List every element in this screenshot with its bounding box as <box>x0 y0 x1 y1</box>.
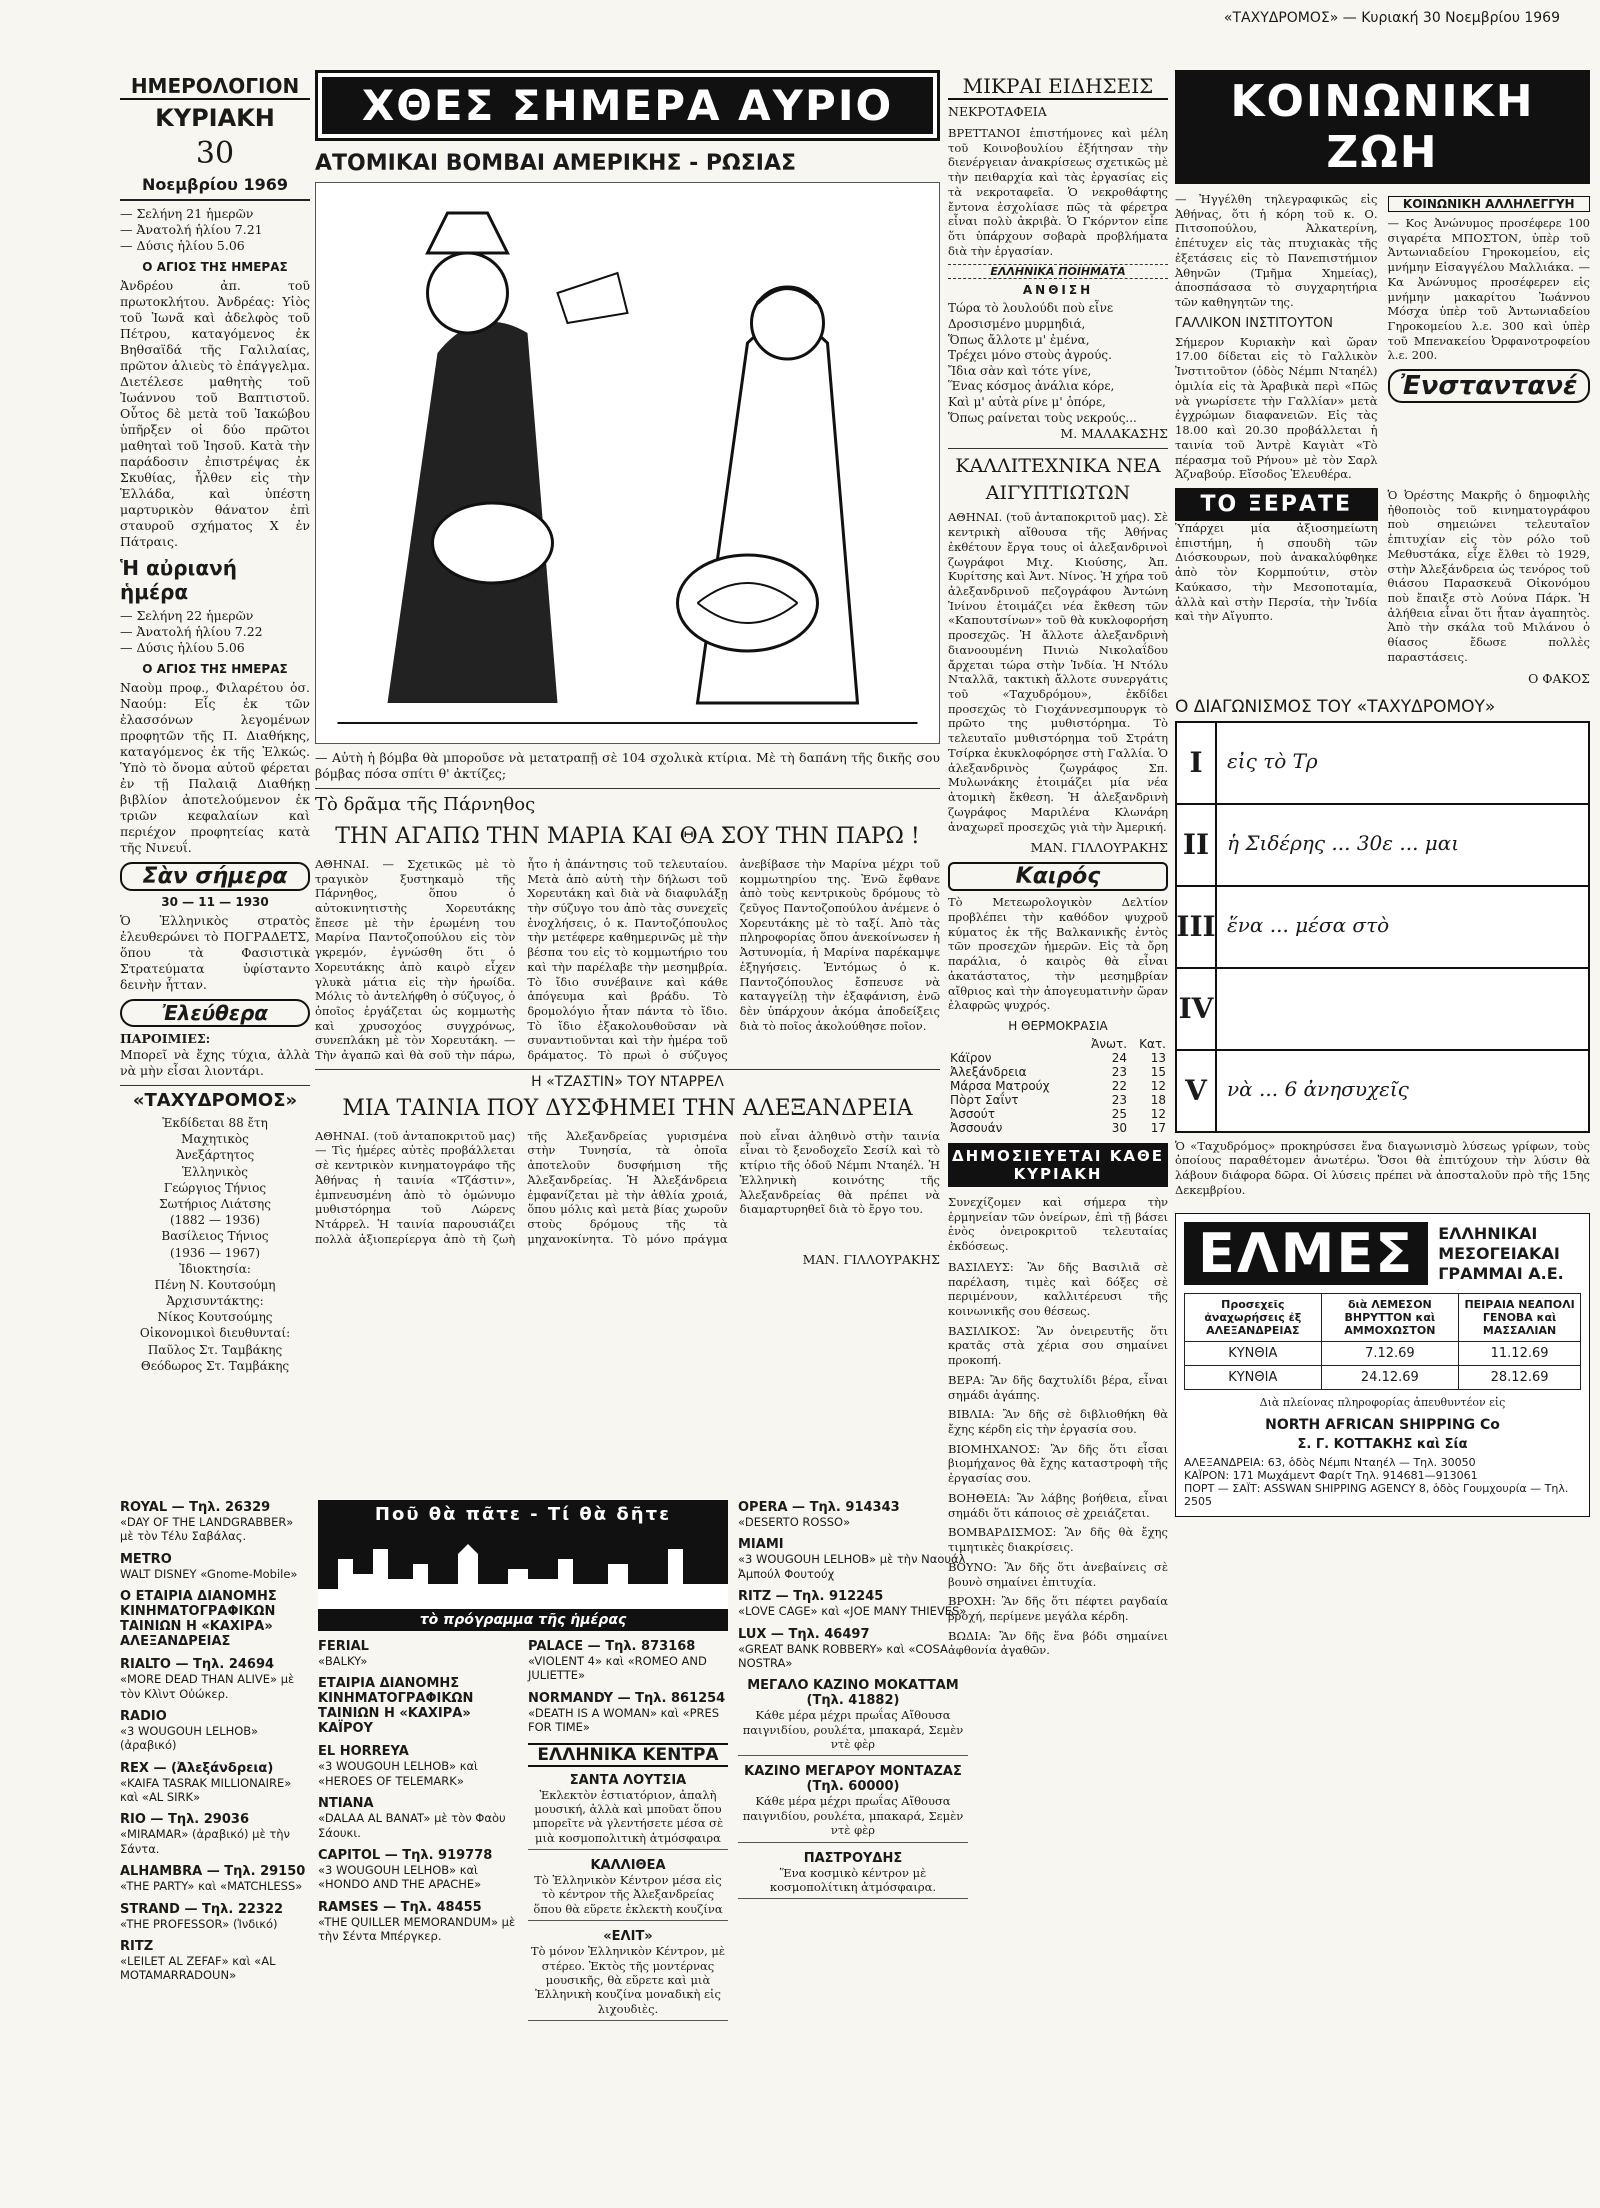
today-line: — Δύσις ἡλίου 5.06 <box>120 238 245 253</box>
contest-cell <box>1217 805 1588 885</box>
casinos <box>738 1678 968 1899</box>
paper-info-line: Ἀνεξάρτητος <box>175 1148 255 1163</box>
dream-entry: ΒΕΡΑ: Ἂν δῆς δαχτυλίδι βέρα, εἶναι σημάδι ἀγάπης. <box>948 1372 1168 1402</box>
temps-cell: 24 <box>1111 1050 1128 1065</box>
cinema-name: CAPITOL — Τηλ. 919778 <box>318 1847 493 1863</box>
xerate-row <box>1175 488 1590 693</box>
schedule-cell: ΚΥΝΘΙΑ <box>1185 1366 1322 1390</box>
cinema-name: ΕΤΑΙΡΙΑ ΔΙΑΝΟΜΗΣ ΚΙΝΗΜΑΤΟΓΡΑΦΙΚΩΝ ΤΑΙΝΙΩΝ Η «ΚΑΧΙΡΑ» ΚΑΪΡΟΥ <box>318 1676 474 1737</box>
schedule-cell: 7.12.69 <box>1321 1342 1459 1366</box>
schedule-header-cell: Προσεχεῖς ἀναχωρήσεις ἐξ ΑΛΕΞΑΝΔΡΕΙΑΣ <box>1185 1294 1322 1342</box>
temps-cell: 25 <box>1111 1106 1128 1121</box>
main-column <box>315 70 940 1490</box>
proverb: Μπορεῖ νὰ ἔχης τύχια, ἀλλὰ νὰ μὴν εἶσαι λιοντάρι. <box>120 1047 310 1078</box>
art-text: ΑΘΗΝΑΙ. (τοῦ ἀνταποκριτοῦ μας). Σὲ κεντρικὴ αἴθουσα τῆς Ἀθήνας ἐκθέτουν ἔργα τους οἱ ἀλεξανδρινοὶ ζωγράφοι Μιχ. Κιούσης, Ἀπ. Κυρίτσης καὶ Ἀντ. Νίνος. Ἡ χήρα τοῦ ἀλεξανδρινοῦ πεζογράφου Ἀντώνη Ἰνίνου ἑτοιμάζει νέα ἔκθεση τῶν «Καπουτσίνων» τοῦ θὰ κυκλοφορήση προσεχῶς. Ἡ ἄλλοτε ἀλεξανδρινὴ διανοουμένη Πινιὼ Νικολαΐδου ἄρχεται τώρα στὴν Ἰνδία. Ἡ Ντόλυ Νταλλᾶ, τακτικὴ ἄλλοτε συνεργάτις τοῦ «Ταχυδρόμου», ἐκδίδει προσεχῶς τὸ Γιοχάννεσμπουργκ τὸ πρῶτο της μυθιστόρημα. Τὸ τελευταῖο μυθιστόρημα τοῦ Στράτη Τσίρκα ἐκυκλοφόρησε στὴ Γαλλία. Ὁ ἀλεξανδρινὸς ζωγράφος Σπ. Μυλωνάκης ἑτοιμάζει μία νέα ἀτομικὴ ἔκθεση. Ἡ ἀλεξανδρινὴ ζωγράφος Μαριλένα Κλωνάρη ἀναχωρεῖ προσεχῶς γιὰ τὴν Ἀμερική. <box>948 510 1168 834</box>
cinema-shows: «VIOLENT 4» καὶ «ROMEO AND JULIETTE» <box>528 1654 707 1683</box>
venue-entry <box>528 1858 728 1921</box>
paper-info-line: Γεώργιος Τήνιος <box>163 1180 267 1195</box>
elmes-ad <box>1175 1213 1590 1516</box>
weather-text: Τὸ Μετεωρολογικὸν Δελτίον προβλέπει τὴν καθόδον ψυχροῦ κύματος ἐκ τῆς Βαλκανικῆς ἐντὸς τῶν προσεχῶν ἡμερῶν. Εἰς τὰ ὄρη παράλια, ὁ καιρὸς θὰ εἶναι ἀκατάστατος, τὴν μεσημβρίαν αἴθριος καὶ τὴν ἀπογευματινὴν ὥραν ἐλαφρῶς ψυχρός. <box>948 895 1168 1013</box>
briefs-title: ΜΙΚΡΑΙ ΕΙΔΗΣΕΙΣ <box>948 74 1168 100</box>
dream-entry: ΒΑΣΙΛΕΥΣ: Ἂν δῆς Βασιλιᾶ σὲ παρέλαση, τιμὲς καὶ δόξες σὲ περιμένουν, καλλιτέρευσι τῆς κοινωνικῆς σου θέσεως. <box>948 1259 1168 1318</box>
agent-name-2: Σ. Γ. ΚΟΤΤΑΚΗΣ καὶ Σία <box>1297 1436 1468 1452</box>
temps-cell: 17 <box>1150 1120 1166 1135</box>
greek-centres <box>528 1773 728 2022</box>
venue-text: Τὸ Ἑλληνικὸν Κέντρον μέσα εἰς τὸ κέντρον τῆς Ἀλεξανδρείας ὅπου θὰ εὕρετε ἐκλεκτὴ κουζίνα <box>533 1873 723 1916</box>
paper-info-line: (1936 — 1967) <box>169 1245 261 1260</box>
divider <box>948 448 1168 449</box>
dream-entry: ΒΟΥΝΟ: Ἂν δῆς ὅτι ἀνεβαίνεις σὲ βουνὸ σημαίνει ἐπιτυχία. <box>948 1559 1168 1589</box>
dream-entry: ΒΟΜΒΑΡΔΙΣΜΟΣ: Ἂν δῆς θὰ ἔχης τιμητικὲς διακρίσεις. <box>948 1525 1168 1555</box>
contest-row <box>1177 723 1588 805</box>
temps-cell: Ἀσσουάν <box>950 1120 1003 1135</box>
temps-header-cell: Κατ. <box>1139 1036 1166 1051</box>
poet: Μ. ΜΑΛΑΚΑΣΗΣ <box>1060 426 1168 442</box>
paper-info-line: Πένη Ν. Κουτσούμη <box>154 1277 276 1292</box>
paper-info-line: Οἰκονομικοὶ διευθυνταί: <box>139 1326 291 1341</box>
temps-cell: 30 <box>1111 1120 1128 1135</box>
temps-row <box>948 1107 1168 1121</box>
temps-cell: Ἀλεξάνδρεια <box>950 1064 1027 1079</box>
cinema-name: FERIAL <box>318 1639 369 1654</box>
temps-cell: 15 <box>1150 1064 1166 1079</box>
contest-cell <box>1217 723 1588 803</box>
cinema-name: RITZ <box>120 1938 154 1954</box>
paper-info-line: Ἑλληνικὸς <box>182 1164 248 1179</box>
society-banner: ΚΟΙΝΩΝΙΚΗ ΖΩΗ <box>1175 70 1590 184</box>
contest-text: ἡ Σιδέρης ... 30ε ... μαι <box>1227 830 1460 855</box>
calendar-date-month: Νοεμβρίου 1969 <box>141 175 289 194</box>
cinema-name: RADIO <box>120 1708 167 1724</box>
cinema-entry <box>318 1744 518 1788</box>
venue-text: Τὸ μόνον Ἑλληνικὸν Κέντρον, μὲ στέρεο. Ἐκτὸς τῆς μοντέρνας μουσικῆς, θὰ εὕρετε καὶ μιὰ Ἑλληνικὴ κουζίνα μοναδικὴ εἰς λιχουδιὲς. <box>530 1944 726 2016</box>
schedule-note: Διὰ πλείονας πληροφορίας ἀπευθυντέον εἰς <box>1259 1396 1506 1410</box>
entafios-block <box>1388 488 1591 693</box>
like-today-title: Σὰν σήμερα <box>120 862 310 891</box>
weather-title: Καιρός <box>948 862 1168 891</box>
contest-cell <box>1217 887 1588 967</box>
xerate-title: ΤΟ ΞΕΡΑΤΕ <box>1175 488 1378 521</box>
calendar-day: ΚΥΡΙΑΚΗ <box>155 104 275 132</box>
story-kicker: Τὸ δρᾶμα τῆς Πάρνηθος <box>315 794 536 815</box>
cinema-shows: «KAIFA TASRAK MILLIONAIRE» καὶ «AL SIRK» <box>120 1775 292 1804</box>
cinema-name: RAMSES — Τηλ. 48455 <box>318 1899 482 1915</box>
contest-roman: II <box>1177 805 1217 885</box>
cinema-shows: «THE PROFESSOR» (Ἰνδικό) <box>120 1916 278 1931</box>
temps-row <box>948 1093 1168 1107</box>
cinema-shows: «MIRAMAR» (ἀραβικό) μὲ τὴν Σάντα. <box>120 1827 290 1856</box>
cinema-entry <box>120 1864 310 1893</box>
paper-info-line: Βασίλειος Τήνιος <box>161 1229 269 1244</box>
contest-roman: IV <box>1177 969 1217 1049</box>
cinema-name: LUX — Τηλ. 46497 <box>738 1626 870 1642</box>
paper-info-line: Θεόδωρος Στ. Ταμβάκης <box>140 1358 290 1373</box>
cinemas-alexandria <box>120 1500 310 1991</box>
poem-line: Δροσισμένο μυρμηδιά, <box>948 317 1086 332</box>
venue-name: «ΕΛΙΤ» <box>603 1929 653 1945</box>
cinema-entry <box>120 1761 310 1805</box>
xerate-text: Ὑπάρχει μία ἀξιοσημείωτη ἐπιστήμη, ἡ σπουδὴ τῶν Διόσκουρων, ποὺ ἀνακαλύφθηκε ἀπὸ τὸν Κορμπούτιν, στὸν Καύκασο, τὴν Μεσοποταμία, ἀλλὰ καὶ στὴν Περσία, τὴν Ἰνδία καὶ τὴν Αἴγυπτο. <box>1175 520 1378 624</box>
contest-row <box>1177 887 1588 969</box>
art-byline: ΜΑΝ. ΓΙΛΛΟΥΡΑΚΗΣ <box>1030 840 1168 856</box>
venue-text: Κάθε μέρα μέχρι πρωΐας Αἴθουσα παιγνιδίου, ρουλέτα, μπακαρά, Σεμὲν ντὲ φὲρ <box>742 1708 964 1751</box>
published-text: Συνεχίζομεν καὶ σήμερα τὴν ἑρμηνείαν τῶν ὀνείρων, ἐπὶ τῇ βάσει ἑνὸς ὀνειροκριτοῦ τελευταίας ἐκδόσεως. <box>948 1194 1168 1254</box>
dream-entry: ΒΙΒΛΙΑ: Ἂν δῆς σὲ διβλιοθήκη θὰ ἔχης κέρδη εἰς τὴν ἐργασία σου. <box>948 1407 1168 1437</box>
cinema-shows: «THE PARTY» καὶ «MATCHLESS» <box>120 1879 303 1894</box>
contest-text: ἕνα ... μέσα στὸ <box>1227 912 1390 937</box>
poetry-label: ΕΛΛΗΝΙΚΑ ΠΟΙΗΜΑΤΑ <box>948 264 1168 279</box>
contest-text: νὰ ... 6 ἀνησυχεῖς <box>1227 1076 1409 1101</box>
cartoon-image <box>315 182 940 744</box>
listings-section <box>120 1500 1170 2200</box>
poem-line: Καὶ μ' αὐτὰ ρίνε μ' ὁπόρε, <box>948 395 1106 410</box>
elmes-logo: ΕΛΜΕΣ <box>1184 1222 1428 1285</box>
calendar-date-number: 30 <box>195 136 235 171</box>
temps-cell: Ἀσσούτ <box>950 1106 995 1121</box>
schedule-header-cell: ΠΕΙΡΑΙΑ ΝΕΑΠΟΛΙ ΓΕΝΟΒΑ καὶ ΜΑΣΣΑΛΙΑΝ <box>1459 1294 1581 1342</box>
calendar-title: ΗΜΕΡΟΛΟΓΙΟΝ <box>120 74 310 100</box>
elmes-lines <box>1438 1224 1564 1284</box>
contest-row <box>1177 805 1588 887</box>
venue-text: Κάθε μέρα μέχρι πρωΐας Αἴθουσα παιγνιδίου, ρουλέτα, μπακαρά, Σεμὲν ντὲ φὲρ <box>742 1794 964 1838</box>
cinemas-cairo-2 <box>528 1639 728 1735</box>
schedule-row <box>1185 1342 1581 1366</box>
saint-text: Ἀνδρέου ἀπ. τοῦ πρωτοκλήτου. Ἀνδρέας: Υἱὸς τοῦ Ἰωνᾶ καὶ ἀδελφὸς τοῦ Πέτρου, καταγόμενος ἐκ Βηθσαϊδά τῆς Γαλιλαίας, πρῶτον ἁλιεὺς τὸ ἐπάγγελμα. Διετέλεσε μαθητὴς τοῦ Ἰωάννου τοῦ Βαπτιστοῦ. Οὗτος δὲ μετὰ τοῦ Ἰακώβου ὑπῆρξεν οἱ δύο πρῶτοι μαθηταὶ τοῦ Ἰησοῦ. Κατὰ τὴν παράδοσιν ἐπιστρέψας ἐκ Σκυθίας, ἦλθεν εἰς τὴν Ἑλλάδα, καὶ ὑπέστη μαρτυρικὸν θάνατον ἐπὶ σταυροῦ σχήματος Χ ἐν Πάτραις. <box>120 278 310 549</box>
venue-text: Ἐκλεκτὸν ἑστιατόριον, ἀπαλὴ μουσική, ἀλλὰ καὶ μποῦατ ὅπου μπορεῖτε νὰ γλεντήσετε μέσα σὲ μιὰ κοσμοπολιτικὴ ἀτμόσφαιρα <box>532 1787 724 1845</box>
venue-entry <box>738 1678 968 1756</box>
poem-line: Τώρα τὸ λουλούδι ποὺ εἶνε <box>948 301 1114 316</box>
tomorrow-line: — Σελήνη 22 ἡμερῶν <box>120 608 254 623</box>
temps-cell: 23 <box>1111 1092 1128 1107</box>
cinemas-cairo-3 <box>738 1500 968 1670</box>
cinemas-cairo <box>318 1639 518 2029</box>
today-line: — Σελήνη 21 ἡμερῶν <box>120 206 254 221</box>
cinema-entry <box>120 1939 310 1983</box>
temps-row <box>948 1065 1168 1079</box>
contest-cell <box>1217 969 1588 1049</box>
temps-header-row <box>948 1037 1168 1051</box>
solidarity-title: ΚΟΙΝΩΝΙΚΗ ΑΛΛΗΛΕΓΓΥΗ <box>1388 196 1591 212</box>
divider <box>315 788 940 789</box>
cartoon-caption: — Αὐτὴ ἡ βόμβα θὰ μποροῦσε νὰ μετατραπῇ σὲ 104 σχολικὰ κτίρια. Μὲ τὴ δαπάνη τῆς δικῆς σου βόμβας πόσα σπίτι θ' ἀκτίζες; <box>315 750 940 781</box>
cinema-shows: «3 WOUGOUH LELHOB» καὶ «HONDO AND THE APACHE» <box>318 1862 482 1892</box>
temps-cell: 12 <box>1150 1078 1166 1093</box>
schedule-table <box>1184 1293 1581 1390</box>
section-banner-box <box>315 70 940 141</box>
paper-info-line: Σωτήριος Λιάτσης <box>159 1196 271 1211</box>
film-text: ΑΘΗΝΑΙ. (τοῦ ἀνταποκριτοῦ μας) — Τὶς ἡμέρες αὐτὲς προβάλλεται σὲ κεντρικὸν κινηματογράφο τῆς Ἀθήνας ἡ ταινία «Τζάστιν», ἐμπνευσμένη ἀπὸ τὸ ὁμώνυμο μυθιστόρημα τοῦ Λώρενς Ντάρρελ. Ἡ ταινία παρουσιάζει πολλὰ ἀξιοπερίεργα ἀπὸ τὴ ζωὴ τῆς Ἀλεξανδρείας γυρισμένα στὴν Τυνησία, τὰ ὁποῖα ἀποτελοῦν δυσφήμιση τῆς Ἀλεξανδρείας. Ἡ Ἀλεξάνδρεια ἐμφανίζεται μὲ τὴν ἀθλία χροιά, ὅπου μόλις καὶ μετὰ βίας χωροῦν στοὺς δρόμους τῆς τὰ μηχανοκίνητα. Τὸ μόνο πράγμα ποὺ εἶναι ἀληθινὸ στὴν ταινία εἶναι τὸ ξενοδοχεῖο Σεσίλ καὶ τὸ κτίριο τῆς ὁδοῦ Νέμπι Νταηέλ. Ἡ Ἑλληνικὴ κοινότης τῆς Ἀλεξανδρείας θὰ πρέπει νὰ διαμαρτυρηθεῖ διὰ τὸ ἔργο του. <box>315 1128 940 1246</box>
divider <box>120 1085 310 1086</box>
cinema-entry <box>738 1589 968 1618</box>
mid-right <box>528 1639 728 2029</box>
cinema-name: ΝΤΙΑΝΑ <box>318 1796 374 1812</box>
agent-address: ΠΟΡΤ — ΣΑΪΤ: ASSWAN SHIPPING AGENCY 8, ὁδὸς Γουμχουρία — Τηλ. 2505 <box>1184 1481 1569 1508</box>
cinema-entry <box>318 1639 518 1668</box>
agent-address: ΚΑΪΡΟΝ: 171 Μωχάμεντ Φαρίτ Τηλ. 914681—913061 <box>1184 1468 1478 1482</box>
society-column <box>1175 70 1590 2190</box>
cinema-entry <box>738 1627 968 1671</box>
venue-name: ΚΑΖΙΝΟ ΜΕΓΑΡΟΥ ΜΟΝΤΑΖΑΣ (Τηλ. 60000) <box>744 1764 962 1795</box>
venue-entry <box>738 1851 968 1900</box>
paper-info-line: Νίκος Κουτσούμης <box>157 1310 273 1325</box>
elmes-line: ΜΕΣΟΓΕΙΑΚΑΙ <box>1438 1243 1560 1263</box>
cinema-shows: «DEATH IS A WOMAN» καὶ «PRES FOR TIME» <box>528 1705 720 1735</box>
paper-info-line: Ἐκδίδεται 88 ἔτη <box>162 1116 268 1130</box>
cinema-shows: «3 WOUGOUH LELHOB» (ἀραβικό) <box>120 1723 259 1753</box>
schedule-header-row <box>1185 1294 1581 1342</box>
poem-line: Ὅπως ἄλλοτε μ' ἐμένα, <box>948 332 1090 347</box>
saint-title: Ο ΑΓΙΟΣ ΤΗΣ ΗΜΕΡΑΣ <box>142 260 288 274</box>
film-headline: ΜΙΑ ΤΑΙΝΙΑ ΠΟΥ ΔΥΣΦΗΜΕΙ ΤΗΝ ΑΛΕΞΑΝΔΡΕΙΑ <box>342 1095 913 1121</box>
like-today-text: Ὁ Ἑλληνικὸς στρατὸς ἐλευθερώνει τὸ ΠΟΓΡΑΔΕΤΣ, ὅπου τὰ Φασιστικὰ Στρατεύματα ὑφίσταντο δεινὴν ἧτταν. <box>120 913 310 992</box>
entafios-title: Ἐνσταντανέ <box>1388 369 1591 403</box>
film-kicker: Η «ΤΖΑΣΤΙΝ» ΤΟΥ ΝΤΑΡΡΕΛ <box>531 1073 724 1090</box>
temps-header-cell <box>948 1037 1079 1051</box>
society-left <box>1175 192 1378 488</box>
agent-address: ΑΛΕΞΑΝΔΡΕΙΑ: 63, ὁδὸς Νέμπι Νταηέλ — Τηλ. 30050 <box>1184 1455 1476 1469</box>
tomorrow-title: Ἡ αὐριανή ἡμέρα <box>120 556 237 604</box>
elmes-line: ΕΛΛΗΝΙΚΑΙ <box>1438 1223 1538 1243</box>
solidarity-text: — Κος Ἀνώνυμος προσέφερε 100 σιγαρέτα ΜΠΟΣΤΟΝ, ὑπὲρ τοῦ Ἀντωνιαδείου Γηροκομείου, εἰς μνήμην Εἰσαγγέλου Μαλλιάκα. — Κα Ἀνώνυμος προσέφερεν εἰς μνήμην μακαρίτου Ἰωάννου Μόσχα ὑπὲρ τοῦ Ἀντωνιαδείου Γηροκομείου λ.ε. 300 καὶ ὑπὲρ τοῦ Μπενακείου Ὀρφανοτροφείου λ.ε. 200. <box>1387 216 1590 363</box>
elmes-header <box>1184 1222 1581 1285</box>
cinema-name: METRO <box>120 1551 172 1567</box>
cinema-shows: «LOVE CAGE» καὶ «JOE MANY THIEVES» <box>738 1604 967 1619</box>
right-listings <box>738 1500 968 1907</box>
cinema-name: RIO — Τηλ. 29036 <box>120 1812 249 1828</box>
briefs-text: ΒΡΕΤΤΑΝΟΙ ἐπιστήμονες καὶ μέλη τοῦ Κοινοβουλίου ἐξήτησαν τὴν διενέργειαν ἀνακρίσεως σχετικῶς μὲ τὴν πειθαρχία καὶ τὰς ἐργασίας εἰς τὰ νεκροταφεῖα. Ὁ νεκροθάφτης ἔντονα ἐσχολίασε πῶς τὰ φέρετρα εἶναι πολὺ ἀκριβὰ. Ὁ Γκόρντον εἶπε ὅτι ὑπάρχουν σοβαρὰ προβλήματα διὰ τὴν ἐργασίαν. <box>948 126 1168 258</box>
temps-cell: 22 <box>1111 1078 1128 1093</box>
story-text: ΑΘΗΝΑΙ. — Σχετικῶς μὲ τὸ τραγικὸν ξυστηκαμὸ τῆς Πάρνηθος, ὅπου ὁ αὐτοκινητιστὴς Χορευτάκης ἔπεσε μὲ τὴν ἐρωμένη του Μαρίνα Παντοζοπούλου εἰς τὸν γκρεμόν, ἐγνώσθη ὅτι ὁ Χορευτάκης ἀπὸ καιρὸ εἶχεν γλυκὰ μάτια εἰς τὴν ἡρωίδα. Μόλις τὸ ἀντελήφθη ὁ σύζυγος, ὁ ὁποῖος ἐργάζεται ὡς κομμωτὴς καὶ χρυσοχόος συγχρόνως, συνεπλάκη μὲ τὸν Χορευτάκη. — Τὴν ἀγαπῶ καὶ θὰ σοῦ τὴν πάρω, ἦτο ἡ ἀπάντησις τοῦ τελευταίου. Μετὰ ἀπὸ αὐτὴ τὴν δήλωσι τοῦ Χορευτάκη καὶ διὰ νὰ διαφυλάξῃ τὴν σύζυγο του ἀπὸ τὰς συνεχεῖς ἐνοχλήσεις, ὁ κ. Παντοζόπουλος τὴν μετέφερε καθημερινῶς μὲ τὴν βέσπα του εἰς τὸ κομμωτήριο του καὶ τὴν παρέλαβε τὴν μεσημβρία. Τὸ ἴδιο συνέβαινε καὶ κάθε ἀπόγευμα καὶ βράδυ. Τὸ δρομολόγιο ἦταν πάντα τὸ ἴδιο. Τὸ ἴδιο ἐξακολουθοῦσαν νὰ συναντιοῦνται καὶ τὴν ἡμέρα τοῦ δράματος. Τὸ πρωὶ ὁ σύζυγος ἀνεβίβασε τὴν Μαρίνα μέχρι τοῦ κομμωτηρίου της. Ἐνῶ ἔφθανε ἀπὸ τοὺς κεντρικοὺς δρόμους τὸ ζεῦγος Παντοζοπούλου ἀνέμενε ὁ Χορευτάκης μὲ τὸ ταξί. Ἀπὸ τὰς πληροφορίας ὅπου ἀνεκοίνωσεν ἡ Ἀστυνομία, ἡ Μαρίνα παρέκαμψε ἐξηγήσεις. Ἐντόμως ὁ κ. Παντοζόπουλος ἔσπευσε νὰ καταγγείλῃ τὴν ἐξαφάνιση, ἐνῶ δὲν ὑπάρχουν ἀκόμα ἀποδείξεις διὰ τὸ ποῖος ἀκολούθησε ποῖον. <box>315 856 940 1063</box>
dream-entry: ΒΑΣΙΛΙΚΟΣ: Ἂν ὀνειρευτῆς ὅτι κρατᾶς στὰ χέρια σου σημαίνει προκοπή. <box>948 1323 1168 1368</box>
poem-line: Ἴδια σὰν καὶ τότε γίνε, <box>948 363 1092 378</box>
schedule-cell: 11.12.69 <box>1459 1342 1581 1366</box>
cartoon-drawing <box>316 183 939 743</box>
cinema-entry <box>528 1691 728 1735</box>
cinema-entry <box>120 1500 310 1544</box>
cinema-entry <box>120 1812 310 1856</box>
cinema-name: ALHAMBRA — Τηλ. 29150 <box>120 1864 306 1880</box>
contest-row <box>1177 969 1588 1051</box>
temps-row <box>948 1079 1168 1093</box>
society-row <box>1175 192 1590 488</box>
society-right <box>1388 192 1591 488</box>
cinema-entry <box>120 1902 310 1931</box>
temps-cell: Μάρσα Ματρούχ <box>950 1078 1050 1093</box>
cinema-name: PALACE — Τηλ. 873168 <box>528 1639 696 1654</box>
cinema-shows: WALT DISNEY «Gnome-Mobile» <box>120 1566 298 1581</box>
like-today-date: 30 — 11 — 1930 <box>161 895 269 909</box>
temps-table <box>948 1037 1168 1135</box>
paper-info-line: (1882 — 1936) <box>169 1213 261 1228</box>
venue-entry <box>528 1929 728 2021</box>
cinema-name: RITZ — Τηλ. 912245 <box>738 1589 884 1605</box>
where-banner: Ποῦ θὰ πᾶτε - Τί θὰ δῆτε <box>318 1500 728 1529</box>
cinema-name: Ο ΕΤΑΙΡΙΑ ΔΙΑΝΟΜΗΣ ΚΙΝΗΜΑΤΟΓΡΑΦΙΚΩΝ ΤΑΙΝΙΩΝ Η «ΚΑΧΙΡΑ» ΑΛΕΞΑΝΔΡΕΙΑΣ <box>120 1589 277 1650</box>
where-to-go-block <box>318 1500 728 2029</box>
poem-line: Ἕνας κόσμος ἀνάλια κόρε, <box>948 379 1115 394</box>
cinema-shows: «BALKY» <box>318 1654 368 1668</box>
agent-addresses <box>1184 1456 1581 1508</box>
cinema-name: OPERA — Τηλ. 914343 <box>738 1500 900 1515</box>
temps-header-cell: Ἀνωτ. <box>1091 1036 1128 1051</box>
cinema-shows: «3 WOUGOUH LELHOB» καὶ «HEROES OF TELEMARK» <box>318 1759 478 1788</box>
contest-cell <box>1217 1051 1588 1131</box>
schedule-cell: 24.12.69 <box>1321 1366 1459 1390</box>
venue-text: Ἕνα κοσμικὸ κέντρον μὲ κοσμοπολίτικη ἀτμόσφαιρα. <box>769 1865 937 1894</box>
temps-cell: Κάϊρον <box>950 1050 992 1065</box>
contest-text: εἰς τὸ Τρ <box>1227 748 1318 773</box>
cinema-entry <box>318 1796 518 1840</box>
dream-entry: ΒΩΔΙΑ: Ἂν δῆς ἕνα βόδι σημαίνει ἀφθονία ἀγαθῶν. <box>948 1628 1168 1658</box>
temps-row <box>948 1051 1168 1065</box>
film-byline: ΜΑΝ. ΓΙΛΛΟΥΡΑΚΗΣ <box>802 1252 940 1268</box>
society-text: — Ἠγγέλθη τηλεγραφικῶς εἰς Ἀθήνας, ὅτι ἡ κόρη τοῦ κ. Ο. Πιτσοπούλου, Ἀλκατερίνη, ἐπέτυχεν εἰς τὰς πτυχιακὰς τῆς ἐξετάσεις εἰς τὸ Πανεπιστήμιον Ἀθηνῶν (Τμῆμα Χημείας), ἀποσπάσασα τὸ συγχαρητήρια τῶν καθηγητῶν της. <box>1175 192 1378 310</box>
briefs-column <box>948 70 1168 1658</box>
paper-title: «ΤΑΧΥΔΡΟΜΟΣ» <box>132 1090 298 1111</box>
where-sub: τὸ πρόγραμμα τῆς ἡμέρας <box>318 1609 728 1631</box>
briefs-subtitle: ΝΕΚΡΟΤΑΦΕΙΑ <box>948 104 1047 119</box>
contest-puzzle <box>1175 721 1590 1133</box>
divider <box>120 199 310 201</box>
cinema-name: NORMANDY — Τηλ. 861254 <box>528 1690 726 1706</box>
contest-row <box>1177 1051 1588 1131</box>
cinema-entry <box>318 1848 518 1892</box>
running-head: «ΤΑΧΥΔΡΟΜΟΣ» — Κυριακή 30 Νοεμβρίου 1969 <box>1223 10 1560 26</box>
cinema-shows: «3 WOUGOUH LELHOB» μὲ τὴν Ναουάλ Ἀμπούλ Φουτούχ <box>738 1552 966 1581</box>
temps-cell: 13 <box>1150 1050 1166 1065</box>
entafios-text: Ὁ Ὀρέστης Μακρῆς ὁ δημοφιλὴς ἠθοποιὸς τοῦ κινηματογράφου ποὺ σημειώνει τελευταῖον ἐπιτυχίαν εἰς τὸν ρόλο τοῦ Μεθυστάκα, εἶχε ἔλθει τὸ 1929, στὴν Ἀλεξάνδρεια ὡς τενόρος τοῦ θιάσου Παρασκευᾶ Οἰκονόμου ποὺ ἔπαιξε στὸ Λούνα Πάρκ. Ἡ ἀλήθεια εἶναι ὅτι ἦταν ἀγαπητὸς. Ἀπὸ τὴν σκάλα τοῦ Μιλάνου ὁ θίασος ἔδωσε πολλὲς παραστάσεις. <box>1387 487 1590 664</box>
venue-entry <box>738 1764 968 1842</box>
cinema-name: RIALTO — Τηλ. 24694 <box>120 1657 275 1673</box>
cinema-entry <box>528 1639 728 1683</box>
temps-cell: Πὸρτ Σαΐντ <box>950 1092 1019 1107</box>
art-headline: ΚΑΛΛΙΤΕΧΝΙΚΑ ΝΕΑ ΑΙΓΥΠΤΙΩΤΩΝ <box>955 455 1161 504</box>
saint2-text: Ναοὺμ προφ., Φιλαρέτου ὁσ. Ναούμ: Εἷς ἐκ τῶν ἐλασσόνων λεγομένων προφητῶν τῆς Π. Διαθήκης, καταγόμενος ἐκ τῆς Ἐλκώς. Ὑπὸ τὸ ὄνομα αὐτοῦ φέρεται ἐν τῇ Παλαιᾷ Διαθήκῃ βιβλίον ἀποτελούμενον ἐκ τριῶν κεφαλαίων καὶ περιέχον προφητείας κατὰ τῆς Νινευΐ. <box>120 680 310 855</box>
xerate-block <box>1175 488 1378 693</box>
agent-name: NORTH AFRICAN SHIPPING Co <box>1265 1416 1500 1433</box>
institute-text: Σήμερον Κυριακὴν καὶ ὥραν 17.00 δίδεται εἰς τὸ Γαλλικὸν Ἰνστιτοῦτον (ὁδὸς Νέμπι Νταηέλ) ὁμιλία εἰς τὰ Ἀραβικὰ περὶ «Πῶς νὰ γνωρίσετε τὴν Γαλλίαν» μετὰ ἐγχρώμων διαφανειῶν. Εἰς τὰς 18.00 καὶ 20.30 προβάλλεται ἡ ταινία τοῦ Ἀντρὲ Καγιὰτ «Τὸ πέρασμα τοῦ Ρήνου» μὲ τὸν Σαρλ Ἀζναβούρ. Εἴσοδος Ἐλευθέρα. <box>1175 334 1378 482</box>
cinema-entry <box>738 1537 968 1581</box>
paper-info <box>120 1115 310 1374</box>
cinema-entry <box>120 1709 310 1753</box>
schedule-cell: 28.12.69 <box>1459 1366 1581 1390</box>
venue-name: ΣΑΝΤΑ ΛΟΥΤΣΙΑ <box>569 1772 687 1788</box>
cinema-name: REX — (Ἀλεξάνδρεια) <box>120 1760 274 1776</box>
paper-info-line: Ἀρχισυντάκτης: <box>166 1294 264 1309</box>
centres-title: ΕΛΛΗΝΙΚΑ ΚΕΝΤΡΑ <box>528 1743 728 1767</box>
cinema-entry <box>120 1589 310 1649</box>
poem-title: ΑΝΘΙΣΗ <box>1022 283 1094 298</box>
cinema-name: ROYAL — Τηλ. 26329 <box>120 1500 271 1515</box>
schedule-header-cell: διὰ ΛΕΜΕΣΟΝ ΒΗΡΥΤΤΟΝ καὶ ΑΜΜΟΧΩΣΤΟΝ <box>1321 1294 1459 1342</box>
cinema-shows: «GREAT BANK ROBBERY» καὶ «COSA NOSTRA» <box>738 1641 948 1670</box>
venue-name: ΜΕΓΑΛΟ ΚΑΖΙΝΟ ΜΟΚΑΤΤΑΜ (Τηλ. 41882) <box>747 1678 959 1709</box>
skyline-icon <box>318 1529 728 1609</box>
story-headline: ΤΗΝ ΑΓΑΠΩ ΤΗΝ ΜΑΡΙΑ ΚΑΙ ΘΑ ΣΟΥ ΤΗΝ ΠΑΡΩ ! <box>335 824 920 850</box>
contest-roman: III <box>1177 887 1217 967</box>
dream-entry: ΒΡΟΧΗ: Ἂν δῆς ὅτι πέφτει ραγδαία βροχή, περίμενε μεγάλα κέρδη. <box>948 1594 1168 1623</box>
contest-roman: I <box>1177 723 1217 803</box>
cinema-entry <box>738 1500 968 1529</box>
temps-cell: 18 <box>1150 1092 1166 1107</box>
cinema-entry <box>120 1552 310 1581</box>
cinema-shows: «MORE DEAD THAN ALIVE» μὲ τὸν Κλὶντ Οὐώκερ. <box>120 1672 295 1701</box>
proverbs-label: ΠΑΡΟΙΜΙΕΣ: <box>120 1031 211 1046</box>
skyline-graphic <box>318 1529 728 1609</box>
calendar-column <box>120 70 310 1490</box>
temps-row <box>948 1121 1168 1135</box>
venue-name: ΠΑΣΤΡΟΥΔΗΣ <box>803 1850 903 1866</box>
elmes-line: ΓΡΑΜΜΑΙ Α.Ε. <box>1438 1263 1564 1283</box>
institute-title: ΓΑΛΛΙΚΟΝ ΙΝΣΤΙΤΟΥΤΟΝ <box>1175 315 1333 331</box>
cartoon-headline: ΑΤΟΜΙΚΑΙ ΒΟΜΒΑΙ ΑΜΕΡΙΚΗΣ - ΡΩΣΙΑΣ <box>315 151 797 176</box>
tomorrow-line: — Ἀνατολή ἡλίου 7.22 <box>120 624 263 639</box>
contest-title: Ο ΔΙΑΓΩΝΙΣΜΟΣ ΤΟΥ «ΤΑΧΥΔΡΟΜΟΥ» <box>1175 696 1496 717</box>
entafios-sign: Ο ΦΑΚΟΣ <box>1528 670 1590 686</box>
temps-cell: 12 <box>1150 1106 1166 1121</box>
cinema-shows: «DAY OF THE LANDGRABBER» μὲ τὸν Τέλυ Σαβάλας. <box>120 1515 294 1544</box>
cinema-shows: «THE QUILLER MEMORANDUM» μὲ τὴν Σέντα Μπέργκερ. <box>318 1914 516 1943</box>
contest-roman: V <box>1177 1051 1217 1131</box>
saint2-title: Ο ΑΓΙΟΣ ΤΗΣ ΗΜΕΡΑΣ <box>142 662 288 676</box>
cinema-entry <box>318 1676 518 1736</box>
temps-title: Η ΘΕΡΜΟΚΡΑΣΙΑ <box>1008 1018 1108 1033</box>
contest-text: Ὁ «Ταχυδρόμος» προκηρύσσει ἕνα διαγωνισμὸ λύσεως γρίφων, τοὺς ὁποίους παραθέτομεν ἀνωτέρω. Ὅσοι θὰ ἐπιτύχουν τὴν λύσιν θὰ λάβουν διάφορα δῶρα. Οἱ λύσεις πρέπει νὰ ἀποσταλοῦν πρὸ τῆς 15ης Δεκεμβρίου. <box>1175 1138 1590 1197</box>
paper-info-line: Παῦλος Στ. Ταμβάκης <box>147 1342 283 1357</box>
today-line: — Ἀνατολή ἡλίου 7.21 <box>120 222 263 237</box>
cinema-entry <box>318 1900 518 1944</box>
paper-info-line: Ἰδιοκτησία: <box>179 1261 251 1276</box>
cinema-shows: «DESERTO ROSSO» <box>738 1515 851 1529</box>
divider <box>315 1069 940 1070</box>
dream-entry: ΒΙΟΜΗΧΑΝΟΣ: Ἂν δῆς ὅτι εἶσαι βιομήχανος θὰ ἔχης καταστροφὴ τῆς ἐργασίας σου. <box>948 1441 1168 1486</box>
temps-cell: 23 <box>1111 1064 1128 1079</box>
venue-entry <box>528 1773 728 1851</box>
cinema-name: EL HORREYA <box>318 1744 409 1760</box>
section-banner: ΧΘΕΣ ΣΗΜΕΡΑ ΑΥΡΙΟ <box>322 77 933 134</box>
cinema-name: STRAND — Τηλ. 22322 <box>120 1901 284 1917</box>
poem-line: Τρέχει μόνο στοὺς ἀγρούς. <box>948 348 1112 363</box>
cinema-name: MIAMI <box>738 1537 784 1553</box>
schedule-cell: ΚΥΝΘΙΑ <box>1185 1342 1322 1366</box>
cinema-shows: «LEILET AL ZEFAF» καὶ «AL MOTAMARRADOUN» <box>120 1953 276 1983</box>
cinema-entry <box>120 1657 310 1701</box>
published-banner: ΔΗΜΟΣΙΕΥΕΤΑΙ ΚΑΘΕ ΚΥΡΙΑΚΗ <box>948 1143 1168 1187</box>
cinema-shows: «DALAA AL BANAT» μὲ τὸν Φαὸυ Σάουκι. <box>318 1811 506 1840</box>
eleuthera-logo: Ἐλεύθερα <box>120 999 310 1027</box>
schedule-row <box>1185 1366 1581 1390</box>
poem-line: Ὅπως ραίνεται τοὺς νεκρούς... <box>948 410 1137 425</box>
dream-entry: ΒΟΗΘΕΙΑ: Ἂν λάβης βοήθεια, εἶναι σημάδι ὅτι κάποιος σὲ χρειάζεται. <box>948 1490 1168 1520</box>
venue-name: ΚΑΛΛΙΘΕΑ <box>590 1858 666 1873</box>
mid-cinemas <box>318 1639 728 2029</box>
paper-info-line: Μαχητικὸς <box>181 1132 249 1147</box>
poem <box>948 301 1168 426</box>
tomorrow-line: — Δύσις ἡλίου 5.06 <box>120 640 245 655</box>
